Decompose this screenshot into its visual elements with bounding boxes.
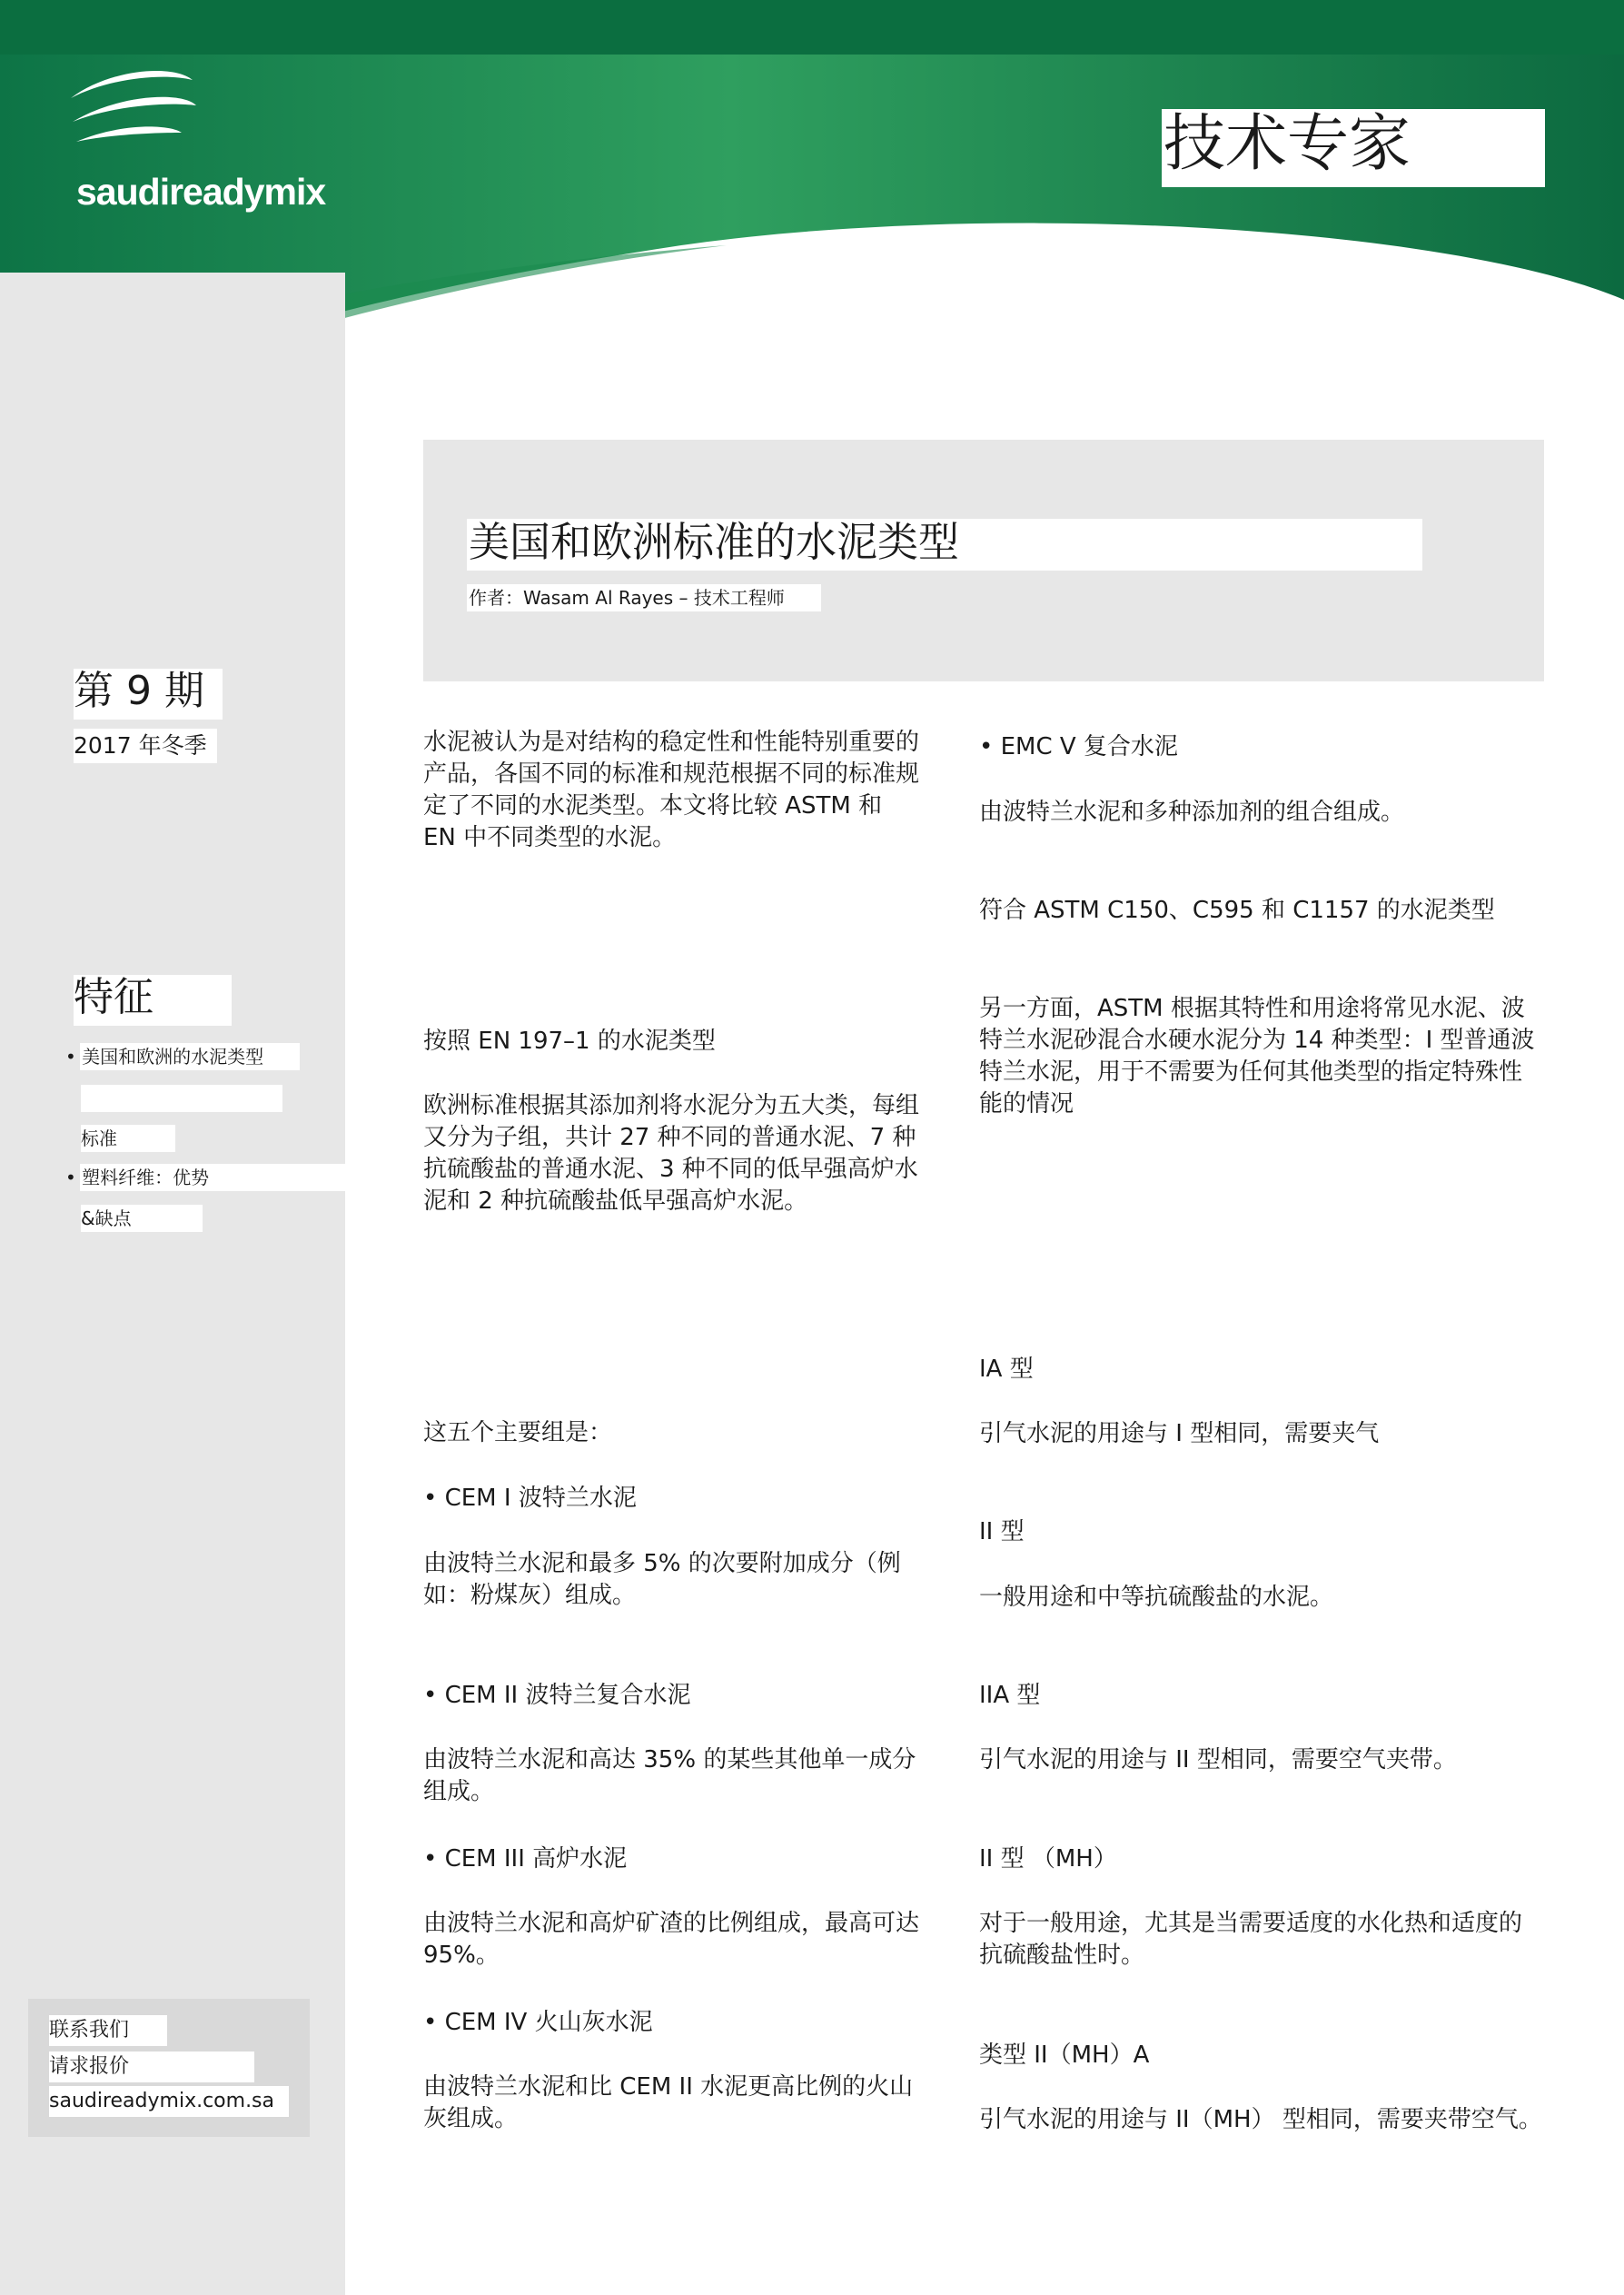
article-author: 作者：Wasam Al Rayes – 技术工程师 (467, 584, 821, 611)
paragraph-en-groups: 欧洲标准根据其添加剂将水泥分为五大类，每组又分为子组，共计 27 种不同的普通水泥、7 种抗硫酸盐的普通水泥、3 种不同的低早强高炉水泥和 2 种抗硫酸盐低早强高炉水泥。 (423, 1092, 920, 1215)
paragraph-five-groups: 这五个主要组是： (423, 1419, 613, 1446)
issue-title: 第 9 期 (74, 669, 223, 720)
bullet-cem-i: • CEM I 波特兰水泥 (423, 1485, 637, 1512)
request-quote-link[interactable]: 请求报价 (49, 2052, 129, 2082)
header-top-band (0, 0, 1624, 55)
paragraph-cem-ii: 由波特兰水泥和高达 35% 的某些其他单一成分组成。 (423, 1746, 916, 1805)
type-ia-desc: 引气水泥的用途与 I 型相同，需要夹气 (979, 1420, 1380, 1447)
intro-paragraph: 水泥被认为是对结构的稳定性和性能特别重要的产品，各国不同的标准和规范根据不同的标准规定了不同的水泥类型。本文将比较 ASTM 和 EN 中不同类型的水泥。 (423, 729, 920, 851)
section-heading-astm: 符合 ASTM C150、C595 和 C1157 的水泥类型 (979, 897, 1495, 924)
bullet-emc-v: • EMC V 复合水泥 (979, 733, 1178, 760)
issue-date: 2017 年冬季 (74, 729, 217, 763)
feature-item-drawbacks[interactable]: &缺点 (81, 1205, 132, 1232)
article-title: 美国和欧洲标准的水泥类型 (467, 519, 1422, 571)
features-title: 特征 (74, 975, 232, 1026)
brand-name: saudireadymix (76, 171, 326, 213)
bullet-cem-ii: • CEM II 波特兰复合水泥 (423, 1682, 691, 1709)
contact-us-link[interactable]: 联系我们 (49, 2015, 129, 2046)
type-ii-mh-heading: II 型 （MH） (979, 1845, 1117, 1873)
type-ii-heading: II 型 (979, 1518, 1025, 1545)
bullet-cem-iv: • CEM IV 火山灰水泥 (423, 2009, 653, 2036)
type-iia-heading: IIA 型 (979, 1682, 1041, 1709)
feature-item-cement-types[interactable]: • 美国和欧洲的水泥类型 (65, 1043, 263, 1070)
section-heading-en197: 按照 EN 197–1 的水泥类型 (423, 1028, 716, 1055)
type-ii-mh-desc: 对于一般用途，尤其是当需要适度的水化热和适度的抗硫酸盐性时。 (979, 1910, 1523, 1969)
type-iia-desc: 引气水泥的用途与 II 型相同，需要空气夹带。 (979, 1746, 1457, 1773)
paragraph-cem-i: 由波特兰水泥和最多 5% 的次要附加成分（例如：粉煤灰）组成。 (423, 1550, 901, 1609)
paragraph-cem-iii: 由波特兰水泥和高炉矿渣的比例组成，最高可达 95%。 (423, 1910, 920, 1969)
sidebar-panel (0, 273, 345, 2295)
bullet-cem-iii: • CEM III 高炉水泥 (423, 1845, 628, 1873)
website-link[interactable]: saudireadymix.com.sa (49, 2086, 274, 2117)
paragraph-cem-iv: 由波特兰水泥和比 CEM II 水泥更高比例的火山灰组成。 (423, 2073, 914, 2132)
tag-title: 技术专家 (1162, 109, 1545, 187)
feature-item-plastic-fibers[interactable]: • 塑料纤维：优势 (65, 1164, 209, 1191)
type-ii-mh-a-desc: 引气水泥的用途与 II（MH） 型相同，需要夹带空气。 (979, 2106, 1542, 2133)
paragraph-emc-v: 由波特兰水泥和多种添加剂的组合组成。 (979, 799, 1405, 826)
type-ii-desc: 一般用途和中等抗硫酸盐的水泥。 (979, 1584, 1334, 1611)
paragraph-astm-types: 另一方面，ASTM 根据其特性和用途将常见水泥、波特兰水泥砂混合水硬水泥分为 14 种类型：I 型普通波特兰水泥，用于不需要为任何其他类型的指定特殊性能的情况 (979, 995, 1535, 1118)
type-ii-mh-a-heading: 类型 II（MH）A (979, 2042, 1150, 2069)
feature-item-standards[interactable]: 标准 (81, 1125, 117, 1152)
type-ia-heading: IA 型 (979, 1356, 1034, 1383)
